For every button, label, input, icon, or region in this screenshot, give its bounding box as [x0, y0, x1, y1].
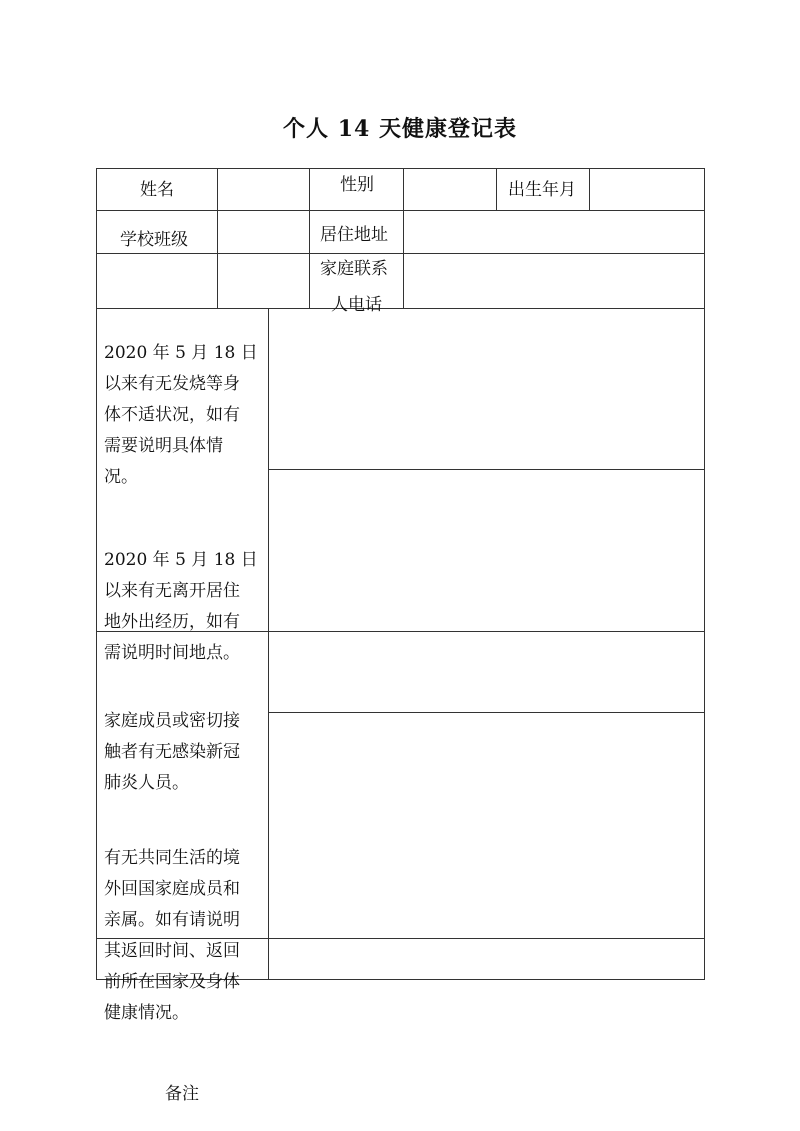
name-field[interactable]: [218, 169, 309, 210]
question-overseas-line: 其返回时间、返回: [104, 941, 240, 961]
question-overseas-return: [104, 843, 266, 1029]
question-overseas-line: 有无共同生活的境: [104, 848, 240, 868]
contact-phone-label-line2: 人电话: [331, 295, 382, 315]
school-class-field[interactable]: [218, 211, 309, 253]
contact-answer-field[interactable]: [269, 632, 704, 712]
school-class-label: 学校班级: [120, 230, 188, 250]
table-border-right: [704, 168, 705, 979]
gender-field[interactable]: [404, 169, 496, 210]
col-divider: [496, 168, 497, 210]
question-overseas-line: 健康情况。: [104, 1003, 189, 1023]
remark-label: 备注: [165, 1084, 199, 1104]
question-travel-line: 2020 年 5 月 18 日: [104, 550, 258, 570]
table-border-left: [96, 168, 97, 979]
question-travel: [104, 545, 266, 669]
birth-date-label: 出生年月: [508, 180, 576, 200]
page-title: 个人 14 天健康登记表: [283, 116, 517, 142]
question-travel-line: 需说明时间地点。: [104, 643, 240, 663]
question-overseas-line: 前所在国家及身体: [104, 972, 240, 992]
question-travel-line: 地外出经历，如有: [104, 612, 240, 632]
address-field[interactable]: [404, 211, 704, 253]
question-contact-line: 肺炎人员。: [104, 773, 189, 793]
name-label: 姓名: [140, 180, 174, 200]
question-contact-infection: [104, 706, 266, 799]
question-travel-line: 以来有无离开居住: [104, 581, 240, 601]
gender-label: 性别: [340, 175, 374, 195]
contact-phone-label-line1: 家庭联系: [320, 259, 388, 279]
birth-date-field[interactable]: [590, 169, 704, 210]
address-label: 居住地址: [320, 225, 388, 245]
question-fever-line: 体不适状况，如有: [104, 405, 240, 425]
col-divider: [309, 168, 310, 308]
question-fever-line: 2020 年 5 月 18 日: [104, 343, 258, 363]
question-fever-line: 需要说明具体情: [104, 436, 223, 456]
question-contact-line: 家庭成员或密切接: [104, 711, 240, 731]
overseas-answer-field[interactable]: [269, 713, 704, 938]
question-overseas-line: 亲属。如有请说明: [104, 910, 240, 930]
question-fever-line: 以来有无发烧等身: [104, 374, 240, 394]
travel-answer-field[interactable]: [269, 470, 704, 631]
fever-answer-field[interactable]: [269, 309, 704, 469]
question-fever: [104, 338, 266, 493]
question-fever-line: 况。: [104, 467, 138, 487]
question-overseas-line: 外回国家庭成员和: [104, 879, 240, 899]
question-contact-line: 触者有无感染新冠: [104, 742, 240, 762]
contact-phone-field[interactable]: [404, 254, 704, 308]
